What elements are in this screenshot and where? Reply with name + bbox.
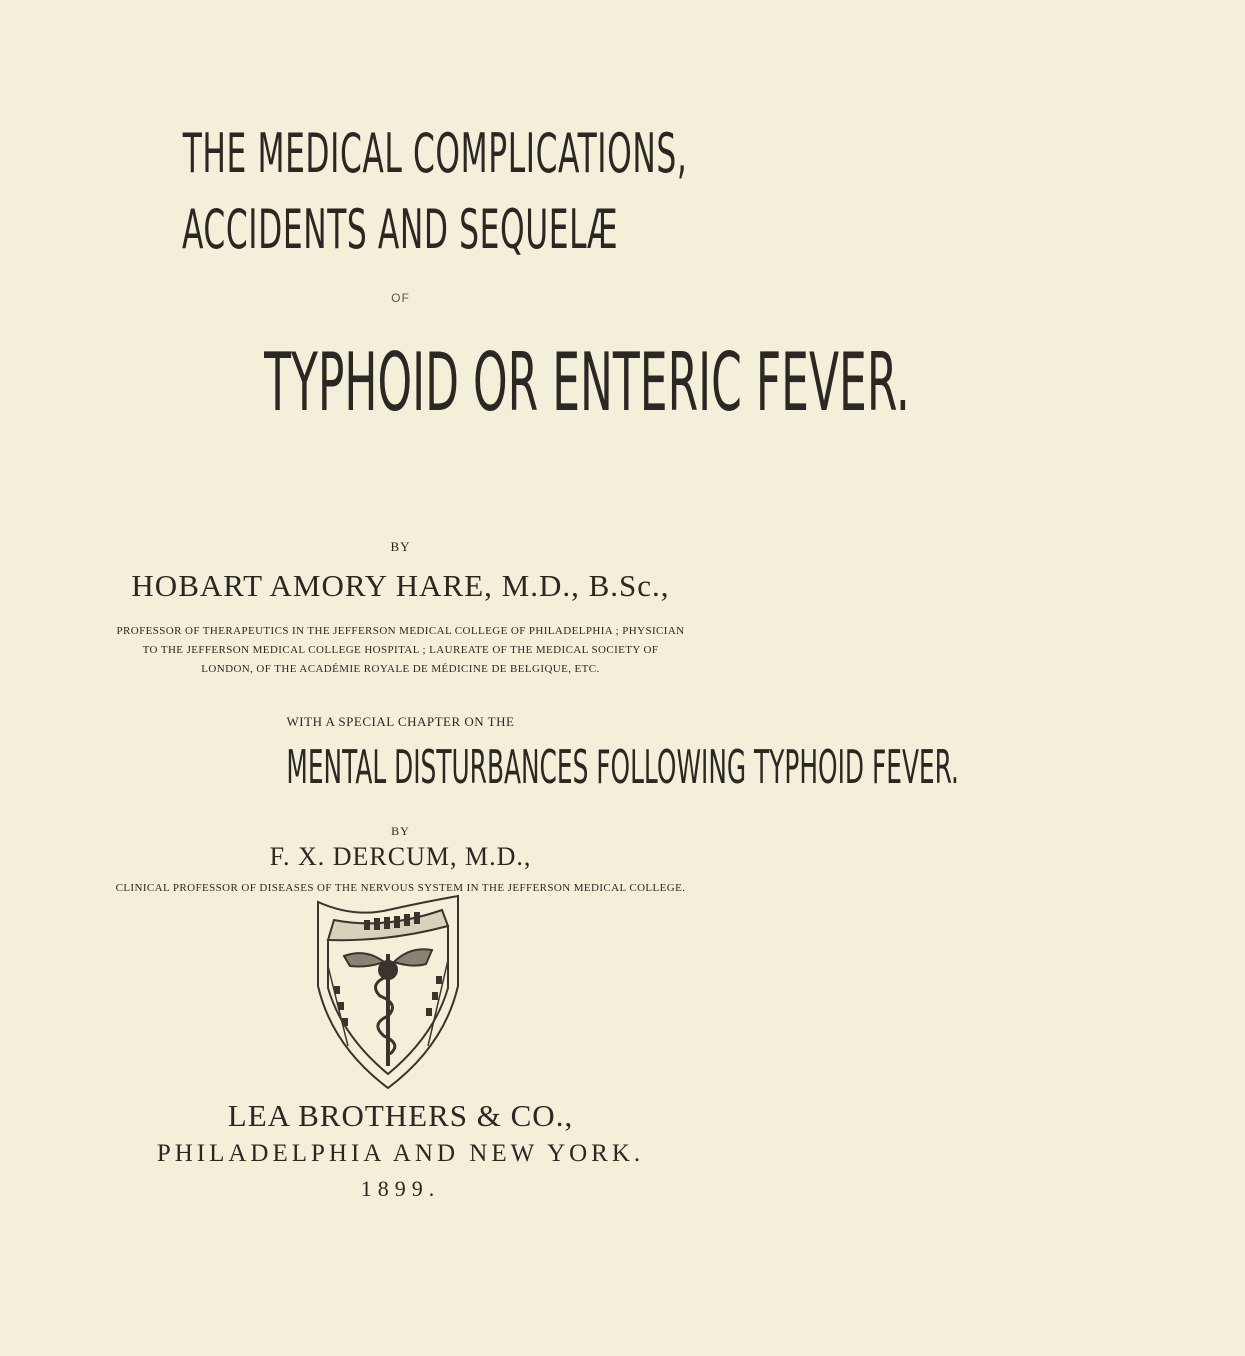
special-chapter-title: MENTAL DISTURBANCES FOLLOWING TYPHOID FEVER. <box>286 740 959 794</box>
author-credentials-line: PROFESSOR OF THERAPEUTICS IN THE JEFFERSON MEDICAL COLLEGE OF PHILADELPHIA ; PHYSICIAN <box>116 625 685 637</box>
publisher-shield-emblem-icon <box>314 896 462 1091</box>
main-title-line-2: ACCIDENTS AND SEQUELÆ <box>182 198 619 261</box>
co-author-name: F. X. DERCUM, M.D., <box>269 842 532 871</box>
main-title-line-1: THE MEDICAL COMPLICATIONS, <box>182 122 688 185</box>
author-credentials-line: TO THE JEFFERSON MEDICAL COLLEGE HOSPITAL ; LAUREATE OF THE MEDICAL SOCIETY OF <box>142 644 659 656</box>
special-chapter-intro: WITH A SPECIAL CHAPTER ON THE <box>286 714 515 729</box>
co-author-credentials: CLINICAL PROFESSOR OF DISEASES OF THE NERVOUS SYSTEM IN THE JEFFERSON MEDICAL COLLEGE. <box>115 882 686 894</box>
author-by: BY <box>390 539 411 554</box>
author-credentials-line: LONDON, OF THE ACADÉMIE ROYALE DE MÉDICINE DE BELGIQUE, ETC. <box>201 663 600 675</box>
main-title-line-3: TYPHOID OR ENTERIC FEVER. <box>264 336 910 429</box>
author-name: HOBART AMORY HARE, M.D., B.Sc., <box>131 568 670 603</box>
co-author-by: BY <box>391 824 410 838</box>
title-connector: OF <box>391 291 410 305</box>
publication-year: 1899. <box>360 1176 441 1201</box>
publication-place: PHILADELPHIA AND NEW YORK. <box>156 1140 645 1167</box>
publisher-name: LEA BROTHERS & CO., <box>227 1098 574 1133</box>
